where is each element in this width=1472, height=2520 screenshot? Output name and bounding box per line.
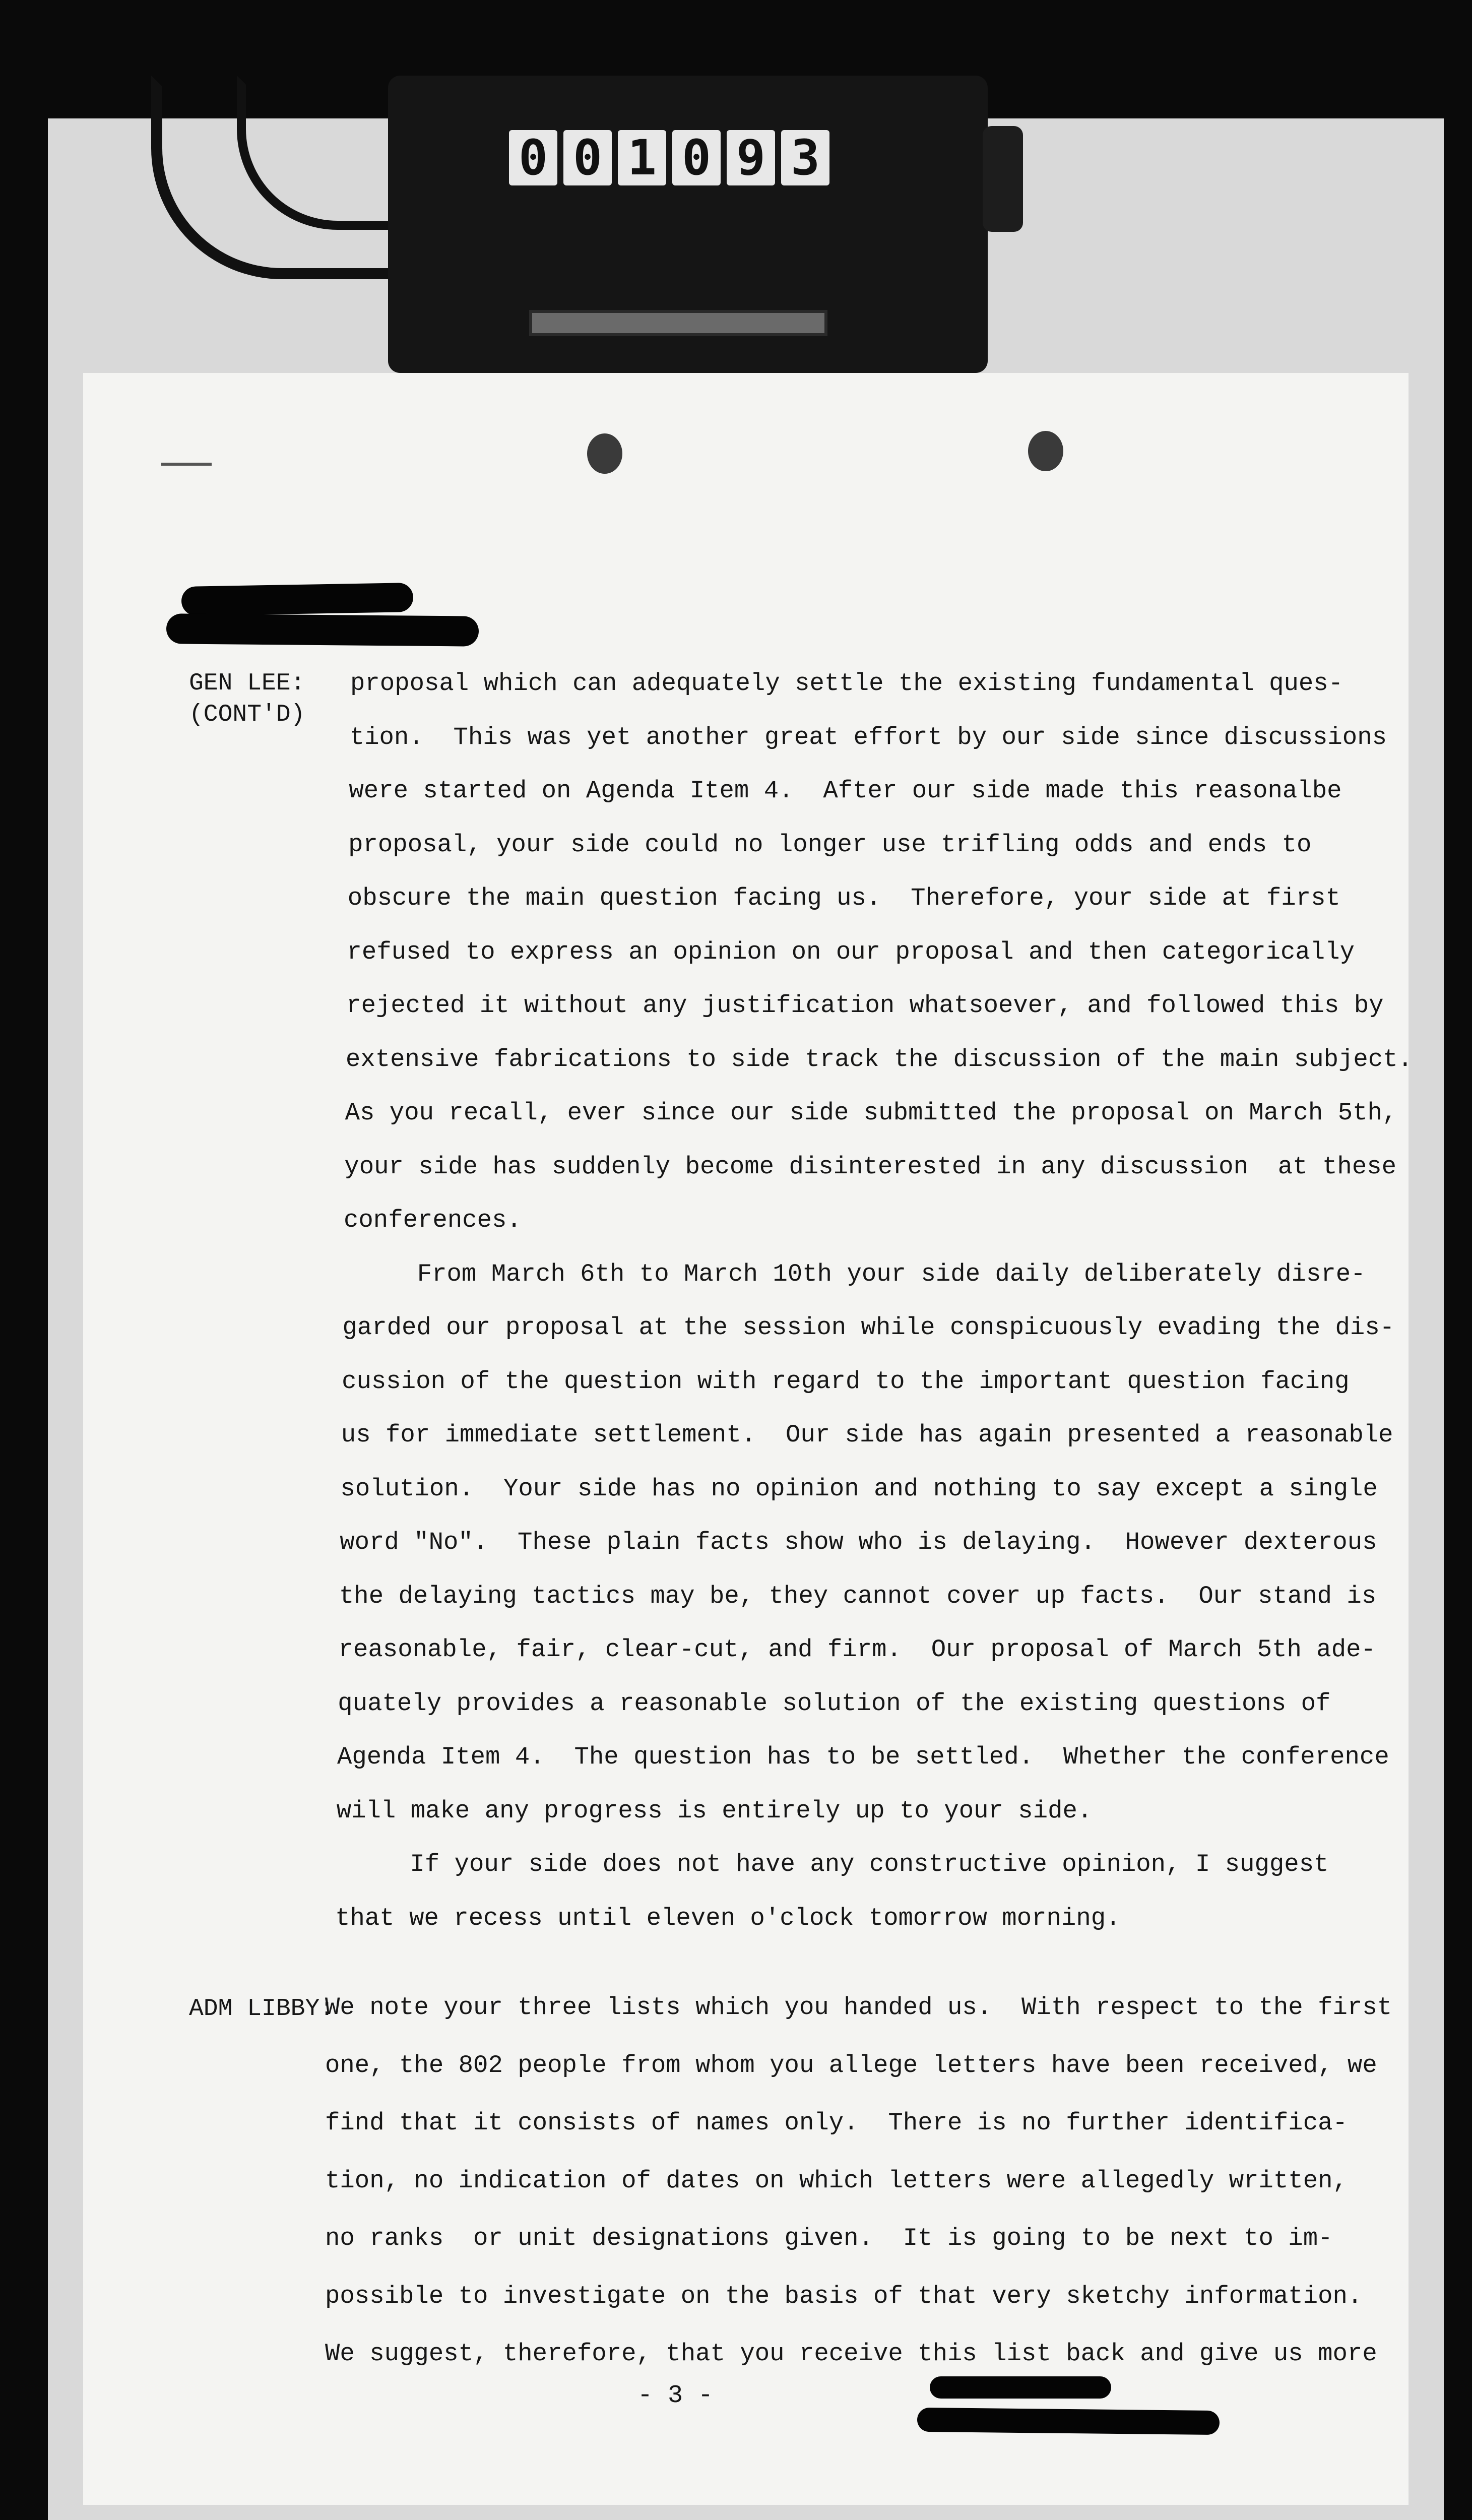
- counter-digit: 0: [509, 130, 557, 185]
- transcript-line: will make any progress is entirely up to your side.: [336, 1796, 1093, 1825]
- transcript-line: solution. Your side has no opinion and nothing to say except a single: [340, 1474, 1378, 1503]
- transcript-line: tion, no indication of dates on which letters were allegedly written,: [325, 2166, 1348, 2195]
- transcript-line: word "No". These plain facts show who is delaying. However dexterous: [340, 1528, 1377, 1556]
- punch-hole: [1028, 431, 1063, 471]
- speaker-label-adm-libby: ADM LIBBY:: [189, 1995, 335, 2023]
- redaction-mark: [181, 583, 414, 616]
- redaction-mark: [166, 613, 479, 646]
- counter-digit: 1: [618, 130, 666, 185]
- transcript-line: We suggest, therefore, that you receive this list back and give us more: [325, 2340, 1377, 2368]
- page-number: - 3 -: [637, 2381, 714, 2410]
- transcript-line: one, the 802 people from whom you allege letters have been received, we: [325, 2051, 1377, 2080]
- punch-hole: [587, 433, 622, 474]
- transcript-line: refused to express an opinion on our proposal and then categorically: [347, 937, 1355, 966]
- transcript-line: If your side does not have any constructive opinion, I suggest: [336, 1850, 1329, 1878]
- counter-digit: 0: [672, 130, 721, 185]
- transcript-line: that we recess until eleven o'clock tomorrow morning.: [335, 1904, 1121, 1932]
- transcript-line: proposal which can adequately settle the existing fundamental ques-: [350, 669, 1343, 698]
- counter-slot: [529, 310, 827, 336]
- counter-knob: [983, 126, 1023, 232]
- counter-digit: 3: [781, 130, 829, 185]
- counter-digit: 9: [727, 130, 775, 185]
- document-page: [83, 373, 1413, 2505]
- transcript-line: We note your three lists which you handed us. With respect to the first: [325, 1993, 1392, 2022]
- transcript-line: tion. This was yet another great effort by our side since discussions: [349, 723, 1387, 751]
- speaker-label-gen-lee: GEN LEE: (CONT'D): [189, 670, 305, 728]
- transcript-line: obscure the main question facing us. Therefore, your side at first: [347, 884, 1340, 912]
- transcript-line: Agenda Item 4. The question has to be settled. Whether the conference: [337, 1743, 1389, 1771]
- transcript-line: quately provides a reasonable solution of the existing questions of: [338, 1689, 1331, 1718]
- transcript-line: From March 6th to March 10th your side daily deliberately disre-: [343, 1259, 1366, 1288]
- transcript-line: cussion of the question with regard to the important question facing: [342, 1367, 1350, 1396]
- page-mark: [161, 463, 212, 466]
- transcript-line: your side has suddenly become disinterested in any discussion at these: [344, 1152, 1397, 1181]
- redaction-mark: [930, 2376, 1111, 2399]
- transcript-line: extensive fabrications to side track the discussion of the main subject.: [345, 1045, 1413, 1074]
- transcript-line: conferences.: [344, 1206, 522, 1234]
- transcript-line: possible to investigate on the basis of that very sketchy information.: [325, 2282, 1363, 2310]
- transcript-line: proposal, your side could no longer use trifling odds and ends to: [348, 830, 1312, 859]
- transcript-line: As you recall, ever since our side submitted the proposal on March 5th,: [345, 1099, 1397, 1127]
- transcript-line: us for immediate settlement. Our side has again presented a reasonable: [341, 1421, 1393, 1449]
- transcript-line: garded our proposal at the session while conspicuously evading the dis-: [342, 1313, 1395, 1342]
- transcript-line: rejected it without any justification whatsoever, and followed this by: [346, 991, 1384, 1020]
- frame-counter-digits: [509, 130, 829, 185]
- transcript-line: find that it consists of names only. There is no further identifica-: [325, 2109, 1348, 2137]
- transcript-line: reasonable, fair, clear-cut, and firm. Our proposal of March 5th ade-: [338, 1635, 1376, 1664]
- transcript-line: no ranks or unit designations given. It is going to be next to im-: [325, 2224, 1333, 2252]
- counter-digit: 0: [563, 130, 612, 185]
- transcript-line: the delaying tactics may be, they cannot cover up facts. Our stand is: [339, 1582, 1377, 1610]
- transcript-line: were started on Agenda Item 4. After our side made this reasonalbe: [349, 777, 1342, 805]
- redaction-mark: [917, 2408, 1220, 2435]
